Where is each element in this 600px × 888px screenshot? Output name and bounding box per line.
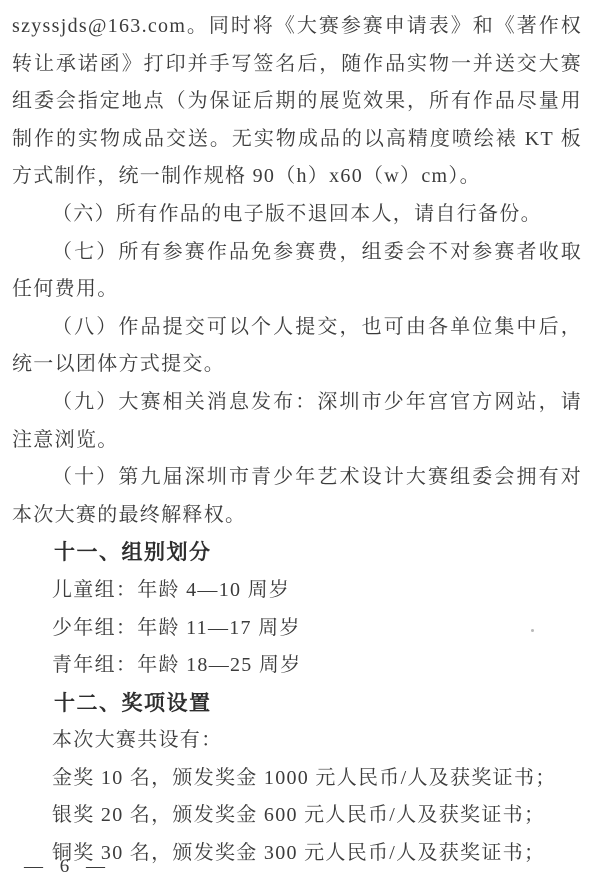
group-line-children: 儿童组：年龄 4—10 周岁 [52,578,291,601]
scan-artifact-speck [531,629,534,632]
numbered-item-10: （十）第九届深圳市青少年艺术设计大赛组委会拥有对本次大赛的最终解释权。 [12,466,582,526]
award-line-silver: 银奖 20 名，颁发奖金 600 元人民币/人及获奖证书； [52,804,546,827]
section-heading-group-division: 十一、组别划分 [54,541,212,565]
awards-intro-line: 本次大赛共设有： [52,729,223,752]
group-line-juvenile: 少年组：年龄 11—17 周岁 [52,616,301,639]
numbered-item-6: （六）所有作品的电子版不退回本人，请自行备份。 [52,202,542,225]
document-body [12,8,582,873]
award-line-gold: 金奖 10 名，颁发奖金 1000 元人民币/人及获奖证书； [52,766,557,789]
page-footer-number: — 6 — [24,856,111,877]
numbered-item-9: （九）大赛相关消息发布：深圳市少年宫官方网站，请注意浏览。 [12,390,582,451]
section-heading-awards: 十二、奖项设置 [54,691,212,715]
numbered-item-7: （七）所有参赛作品免参赛费，组委会不对参赛者收取任何费用。 [12,240,582,301]
award-line-bronze: 铜奖 30 名，颁发奖金 300 元人民币/人及获奖证书； [52,842,546,865]
body-paragraph-submission: szyssjds@163.com。同时将《大赛参赛申请表》和《著作权转让承诺函》打印并手写签名后，随作品实物一并送交大赛组委会指定地点（为保证后期的展览效果，所有作品尽量用制作的实物成品交送。无实物成品的以高精度喷绘裱 KT 板方式制作，统一制作规格 90（h）x60（w）cm）。 [12,15,582,188]
group-line-youth: 青年组：年龄 18—25 周岁 [52,654,302,677]
numbered-item-8: （八）作品提交可以个人提交，也可由各单位集中后，统一以团体方式提交。 [12,315,582,376]
